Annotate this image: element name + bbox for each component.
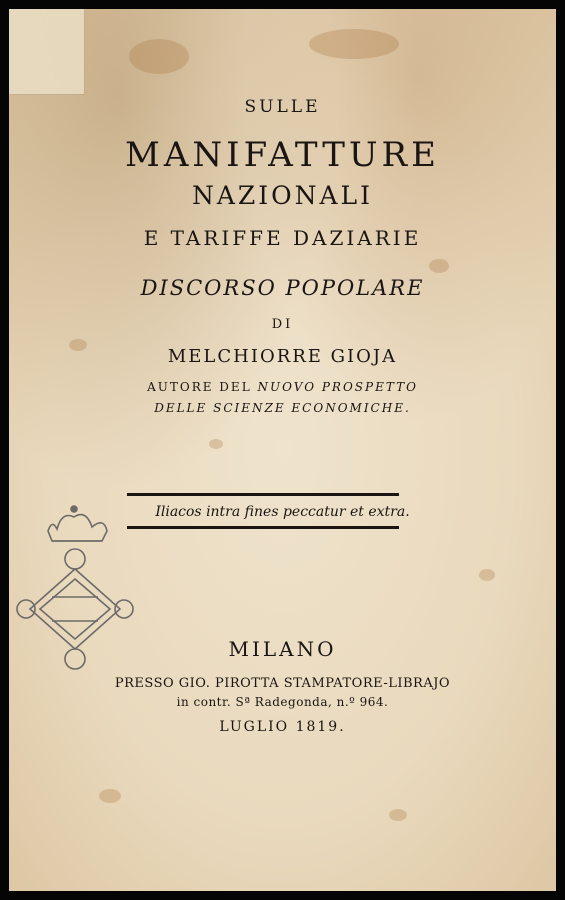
byline-di: DI xyxy=(271,317,294,332)
foxing-spot xyxy=(429,259,449,273)
motto-rule-bottom xyxy=(127,526,399,529)
subtitle-discorso: DISCORSO POPOLARE xyxy=(140,276,425,300)
foxing-spot xyxy=(309,29,399,59)
imprint-date: LUGLIO 1819. xyxy=(219,719,346,735)
author-credit-work-cont: DELLE SCIENZE ECONOMICHE. xyxy=(154,401,411,415)
foxing-spot xyxy=(99,789,121,803)
title-line-sulle: SULLE xyxy=(244,97,321,117)
author-credit-work: NUOVO PROSPETTO xyxy=(257,380,418,394)
author-credit-line xyxy=(9,380,556,394)
title-page xyxy=(9,9,556,891)
paper-patch xyxy=(9,9,85,95)
foxing-spot xyxy=(209,439,223,449)
foxing-spot xyxy=(129,39,189,74)
imprint-address: in contr. Sª Radegonda, n.º 964. xyxy=(176,695,389,709)
title-line-tariffe: E TARIFFE DAZIARIE xyxy=(143,226,422,250)
imprint-city: MILANO xyxy=(228,637,337,661)
foxing-spot xyxy=(479,569,495,581)
imprint-printer: PRESSO GIO. PIROTTA STAMPATORE-LIBRAJO xyxy=(114,676,451,691)
motto-rule-top xyxy=(127,493,399,496)
foxing-spot xyxy=(389,809,407,821)
author-credit-prefix: AUTORE DEL xyxy=(147,380,252,394)
author-name: MELCHIORRE GIOJA xyxy=(167,346,398,367)
title-line-nazionali: NAZIONALI xyxy=(191,181,374,210)
motto: Iliacos intra fines peccatur et extra. xyxy=(155,504,410,520)
title-line-manifatture: MANIFATTURE xyxy=(125,135,440,175)
